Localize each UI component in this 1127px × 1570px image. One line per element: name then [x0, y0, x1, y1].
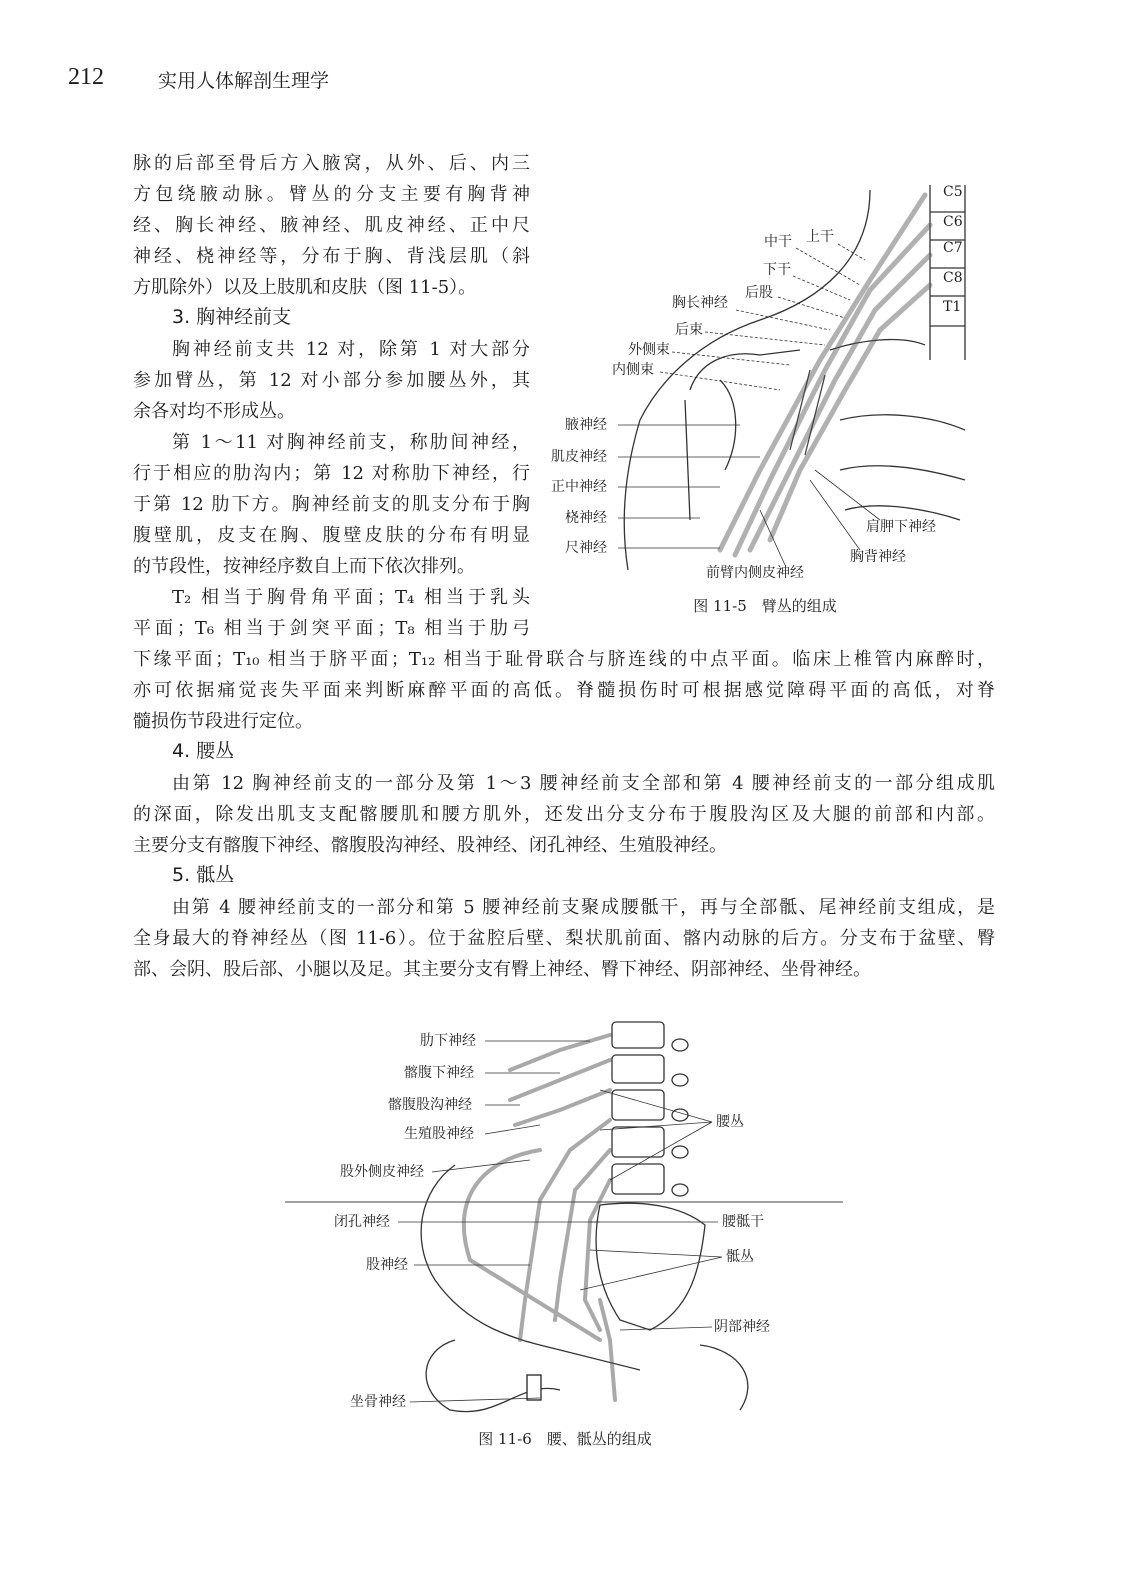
text-line: 平面；T₆ 相当于剑突平面；T₈ 相当于肋弓: [133, 618, 530, 639]
text-line: 的深面，除发出肌支支配髂腰肌和腰方肌外，还发出分支分布于腹股沟区及大腿的前部和内部。: [133, 804, 995, 825]
text-line: 由第 12 胸神经前支的一部分及第 1～3 腰神经前支全部和第 4 腰神经前支的一部分组成肌: [172, 773, 995, 794]
label-obturator-nerve: 闭孔神经: [334, 1214, 390, 1230]
text-line: 部、会阴、股后部、小腿以及足。其主要分支有臀上神经、臀下神经、阴部神经、坐骨神经。: [133, 959, 871, 980]
label-thoracodorsal-nerve: 胸背神经: [850, 549, 906, 565]
vertebra-label-c6: C6: [943, 214, 963, 230]
label-genitofemoral-nerve: 生殖股神经: [404, 1126, 474, 1142]
text-line: 全身最大的脊神经丛（图 11-6）。位于盆腔后壁、梨状肌前面、髂内动脉的后方。分支布于盆壁、臀: [133, 928, 995, 949]
label-axillary-nerve: 腋神经: [565, 417, 607, 433]
label-posterior-division: 后股: [745, 285, 773, 301]
text-line: 方包绕腋动脉。臂丛的分支主要有胸背神: [133, 184, 530, 205]
label-pudendal-nerve: 阴部神经: [714, 1319, 770, 1335]
vertebra-label-c8: C8: [943, 270, 963, 286]
text-line: 方肌除外）以及上肢肌和皮肤（图 11-5）。: [133, 277, 477, 298]
section-heading: 3. 胸神经前支: [172, 306, 292, 328]
text-line: 主要分支有髂腹下神经、髂腹股沟神经、股神经、闭孔神经、生殖股神经。: [133, 835, 727, 856]
text-line: 腹壁肌，皮支在胸、腹壁皮肤的分布有明显: [133, 525, 530, 546]
label-radial-nerve: 桡神经: [565, 510, 607, 526]
text-line: 由第 4 腰神经前支的一部分和第 5 腰神经前支聚成腰骶干，再与全部骶、尾神经前支组成，是: [172, 897, 995, 918]
text-line: 髓损伤节段进行定位。: [133, 711, 313, 732]
label-upper-trunk: 上干: [806, 229, 834, 245]
figure-caption: 图 11-5 臂丛的组成: [693, 597, 837, 615]
vertebra-label-c5: C5: [943, 184, 963, 200]
label-lateral-femoral-cutaneous-nerve: 股外侧皮神经: [340, 1164, 424, 1180]
text-line: 参加臂丛，第 12 对小部分参加腰丛外，其: [133, 370, 530, 391]
text-line: 亦可依据痛觉丧失平面来判断麻醉平面的高低。脊髓损伤时可根据感觉障碍平面的高低，对脊: [133, 680, 995, 701]
text-line: 下缘平面；T₁₀ 相当于脐平面；T₁₂ 相当于耻骨联合与脐连线的中点平面。临床上椎管内麻醉时，: [133, 649, 995, 670]
label-lumbar-plexus: 腰丛: [716, 1114, 744, 1130]
text-line: 行于相应的肋沟内；第 12 对称肋下神经，行: [133, 463, 530, 484]
text-line: 的节段性，按神经序数自上而下依次排列。: [133, 556, 475, 577]
section-heading: 4. 腰丛: [172, 740, 235, 762]
label-subscapular-nerve: 肩胛下神经: [866, 519, 936, 535]
vertebra-label-t1: T1: [943, 299, 962, 315]
label-sciatic-nerve: 坐骨神经: [350, 1394, 406, 1410]
section-heading: 5. 骶丛: [172, 864, 235, 886]
label-ulnar-nerve: 尺神经: [565, 540, 607, 556]
running-header-title: 实用人体解剖生理学: [158, 70, 330, 92]
text-line: T₂ 相当于胸骨角平面；T₄ 相当于乳头: [172, 587, 530, 608]
label-sacral-plexus: 骶丛: [726, 1249, 754, 1265]
label-medial-antebrachial-cutaneous-nerve: 前臂内侧皮神经: [706, 565, 804, 581]
text-line: 胸神经前支共 12 对，除第 1 对大部分: [172, 339, 530, 360]
label-posterior-cord: 后束: [675, 322, 703, 338]
text-line: 第 1～11 对胸神经前支，称肋间神经，: [172, 432, 530, 453]
text-line: 脉的后部至骨后方入腋窝，从外、后、内三: [133, 153, 530, 174]
text-line: 经、胸长神经、腋神经、肌皮神经、正中尺: [133, 215, 530, 236]
label-musculocutaneous-nerve: 肌皮神经: [551, 449, 607, 465]
label-ilioinguinal-nerve: 髂腹股沟神经: [388, 1097, 472, 1113]
page-number: 212: [68, 64, 104, 90]
text-line: 余各对均不形成丛。: [133, 401, 295, 422]
text-line: 于第 12 肋下方。胸神经前支的肌支分布于胸: [133, 494, 530, 515]
label-lumbosacral-trunk: 腰骶干: [722, 1214, 764, 1230]
label-femoral-nerve: 股神经: [366, 1257, 408, 1273]
figure-caption: 图 11-6 腰、骶丛的组成: [478, 1430, 652, 1448]
label-lateral-cord: 外侧束: [628, 342, 670, 358]
label-lower-trunk: 下干: [763, 262, 791, 278]
label-middle-trunk: 中干: [764, 234, 792, 250]
text-line: 神经、桡神经等，分布于胸、背浅层肌（斜: [133, 246, 530, 267]
vertebra-label-c7: C7: [943, 240, 963, 256]
label-iliohypogastric-nerve: 髂腹下神经: [404, 1065, 474, 1081]
label-medial-cord: 内侧束: [612, 362, 654, 378]
label-long-thoracic-nerve: 胸长神经: [672, 295, 728, 311]
label-median-nerve: 正中神经: [551, 479, 607, 495]
label-subcostal-nerve: 肋下神经: [420, 1033, 476, 1049]
